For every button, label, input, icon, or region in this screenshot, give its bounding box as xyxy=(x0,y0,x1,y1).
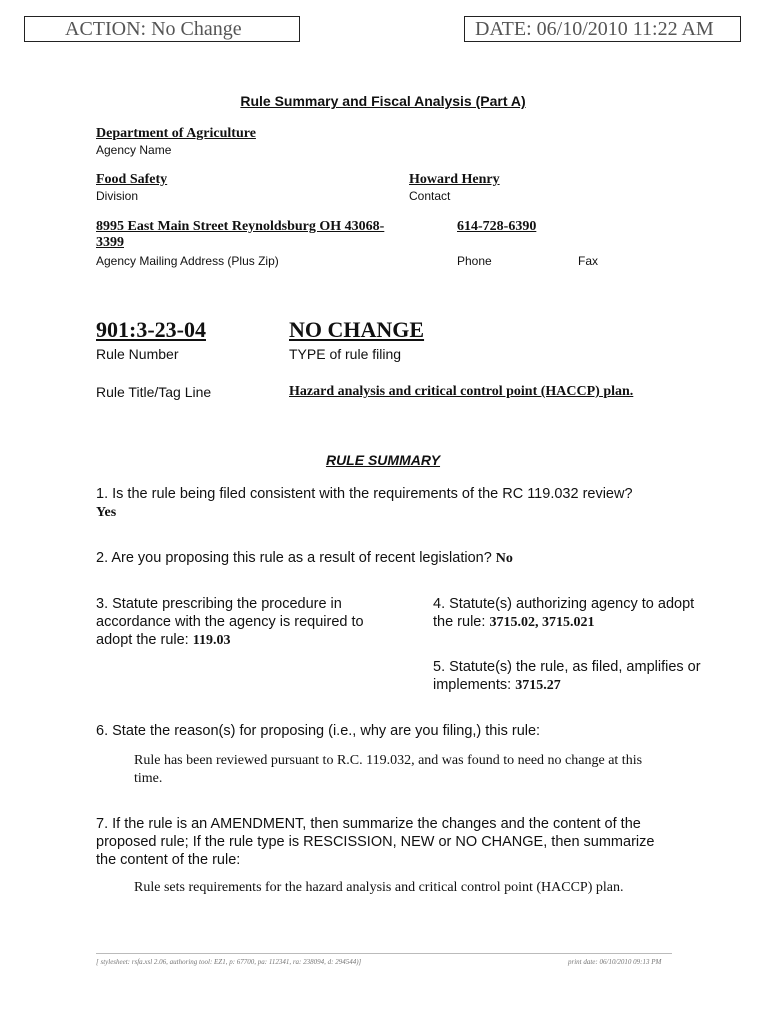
question-5-text: 5. Statute(s) the rule, as filed, amplifies or implements: xyxy=(433,659,701,693)
address-label: Agency Mailing Address (Plus Zip) xyxy=(96,254,279,268)
date-box xyxy=(464,16,741,42)
footer-stylesheet-info: [ stylesheet: rsfa.xsl 2.06, authoring tool: EZ1, p: 67700, pa: 112341, ra: 238094, d: 294544)] xyxy=(96,958,362,966)
question-5 xyxy=(433,658,723,695)
answer-3: 119.03 xyxy=(192,633,231,648)
question-7: 7. If the rule is an AMENDMENT, then summarize the changes and the content of the proposed rule; If the rule type is RESCISSION, NEW or NO CHANGE, then summarize the content of the rule: xyxy=(96,816,655,868)
rule-number-value: 901:3-23-04 xyxy=(96,317,206,342)
phone-value: 614-728-6390 xyxy=(457,219,537,234)
footer-divider xyxy=(96,953,672,954)
rule-summary-heading: RULE SUMMARY xyxy=(325,452,441,468)
rule-type-label: TYPE of rule filing xyxy=(289,346,402,362)
address-value: 8995 East Main Street Reynoldsburg OH 43068-3399 xyxy=(96,219,385,250)
contact-value: Howard Henry xyxy=(409,172,500,187)
division-value: Food Safety xyxy=(96,172,168,187)
form-title: Rule Summary and Fiscal Analysis (Part A) xyxy=(240,93,526,109)
answer-2: No xyxy=(495,551,513,566)
question-3 xyxy=(96,595,396,650)
answer-4: 3715.02, 3715.021 xyxy=(489,615,595,630)
rule-number-label: Rule Number xyxy=(96,346,179,362)
question-1-text: 1. Is the rule being filed consistent with the requirements of the RC 119.032 review? xyxy=(96,486,633,502)
answer-7: Rule sets requirements for the hazard analysis and critical control point (HACCP) plan. xyxy=(134,880,624,895)
answer-6: Rule has been reviewed pursuant to R.C. 119.032, and was found to need no change at this time. xyxy=(134,753,643,786)
footer-print-date: print date: 06/10/2010 09:13 PM xyxy=(568,958,662,966)
answer-1: Yes xyxy=(96,505,117,520)
agency-name-label: Agency Name xyxy=(96,143,172,157)
question-6: 6. State the reason(s) for proposing (i.e., why are you filing,) this rule: xyxy=(96,723,541,739)
question-2-text: 2. Are you proposing this rule as a result of recent legislation? xyxy=(96,550,492,566)
rule-title-label: Rule Title/Tag Line xyxy=(96,384,212,400)
question-1 xyxy=(96,485,656,522)
agency-name-value: Department of Agriculture xyxy=(96,126,256,141)
date-text: DATE: 06/10/2010 11:22 AM xyxy=(475,18,714,40)
question-4 xyxy=(433,595,713,632)
action-text: ACTION: No Change xyxy=(65,18,242,40)
phone-label: Phone xyxy=(457,254,492,268)
question-4-text: 4. Statute(s) authorizing agency to adopt the rule: xyxy=(433,596,695,630)
action-box xyxy=(24,16,300,42)
question-3-text: 3. Statute prescribing the procedure in accordance with the agency is required to adopt the rule: xyxy=(96,596,364,648)
rule-title-value: Hazard analysis and critical control point (HACCP) plan. xyxy=(289,384,634,399)
contact-label: Contact xyxy=(409,189,451,203)
rule-type-value: NO CHANGE xyxy=(289,317,425,342)
question-2 xyxy=(96,549,696,568)
division-label: Division xyxy=(96,189,139,203)
fax-label: Fax xyxy=(578,254,599,268)
answer-5: 3715.27 xyxy=(515,678,561,693)
